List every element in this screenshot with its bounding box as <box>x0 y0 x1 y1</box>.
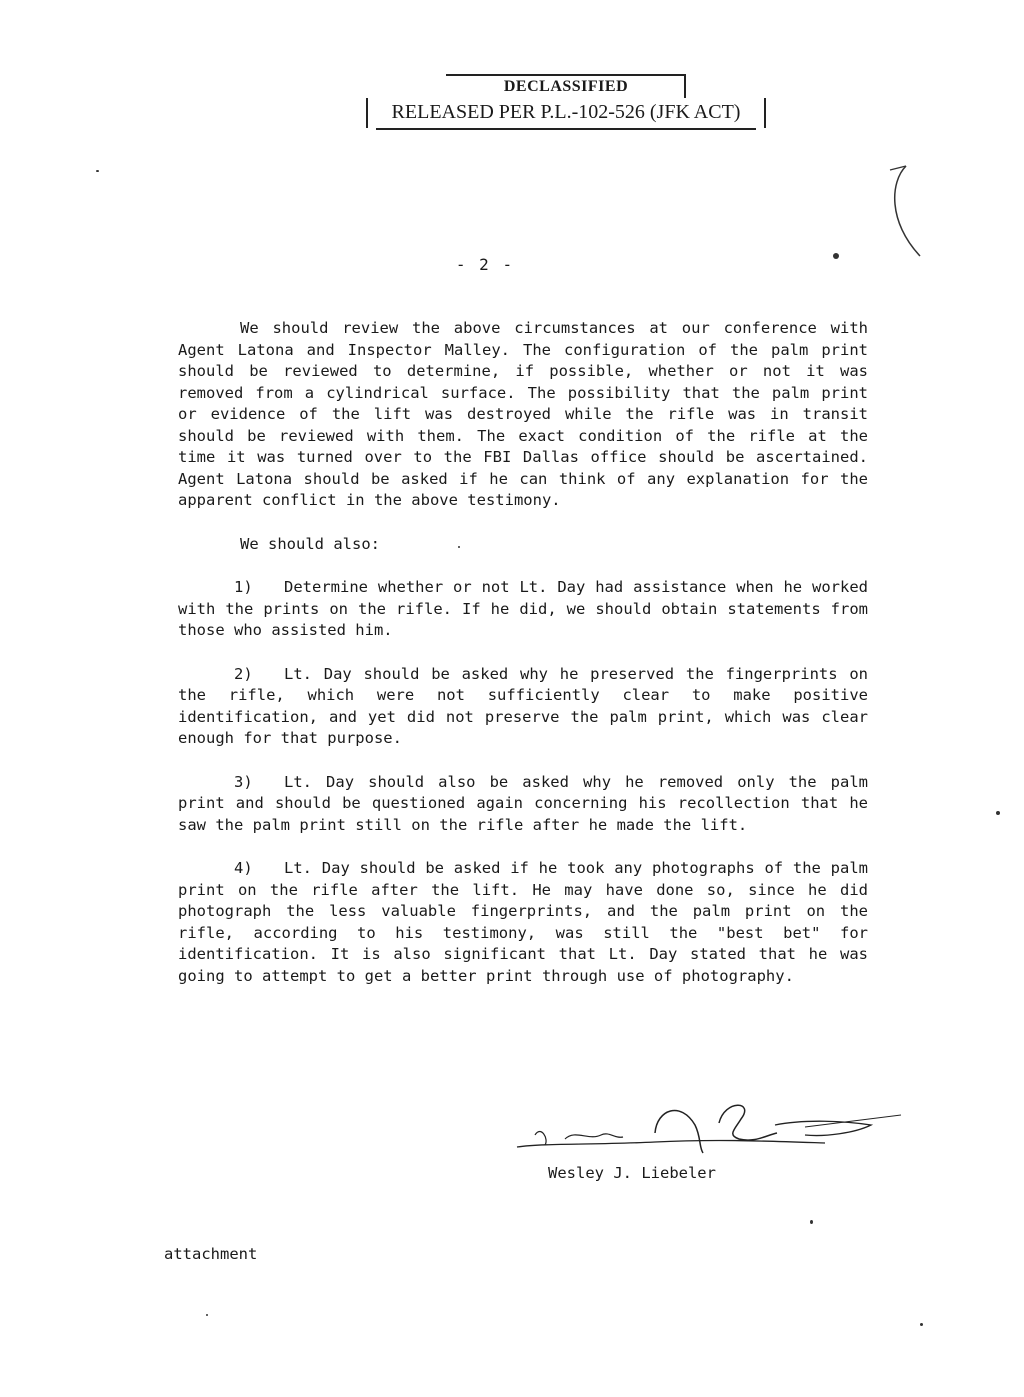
scan-speck <box>920 1323 923 1326</box>
scan-speck <box>458 546 460 548</box>
list-item <box>178 577 868 642</box>
memo-body <box>178 318 868 987</box>
list-item-number: 2) <box>234 664 253 683</box>
list-item-text <box>178 577 868 642</box>
scan-speck <box>206 1314 208 1316</box>
stamp-declassified-text: DECLASSIFIED <box>503 78 629 95</box>
list-item-text <box>178 772 868 837</box>
also-intro: We should also: <box>240 534 380 553</box>
list-item-number: 4) <box>234 859 253 877</box>
list-item <box>178 858 868 987</box>
page-number: - 2 - <box>455 255 515 274</box>
list-item-number: 3) <box>234 772 253 791</box>
list-item <box>178 664 868 750</box>
stamp-top-rule <box>446 74 686 76</box>
list-item-body: Determine whether or not Lt. Day had assistance when he worked with the prints on the rifle. If he did, we should obtain statements from those who assisted him. <box>178 578 868 639</box>
signer-name: Wesley J. Liebeler <box>548 1164 716 1182</box>
stamp-released-text: RELEASED PER P.L.-102-526 (JFK ACT) <box>366 98 766 128</box>
declassified-stamp <box>366 70 766 130</box>
scan-speck <box>96 170 99 172</box>
scan-speck <box>833 253 839 259</box>
scan-speck <box>996 811 1000 815</box>
signature-scribble <box>505 1095 905 1165</box>
handwritten-signature <box>505 1095 905 1165</box>
list-item-text <box>178 858 868 987</box>
scan-speck <box>810 1220 813 1224</box>
list-item-body: Lt. Day should be asked if he took any photographs of the palm print on the rifle after the lift. He may have done so, since he did photograph the less valuable fingerprints, and the palm print on the rifle, according to his testimony, was still the "best bet" for identification. It is also significant that Lt. Day stated that he was going to attempt to get a better print through use of photography. <box>178 859 868 985</box>
stamp-bottom-rule <box>376 128 756 130</box>
list-item <box>178 772 868 837</box>
attachment-note: attachment <box>164 1245 258 1263</box>
list-item-number: 1) <box>234 578 253 596</box>
list-item-body: Lt. Day should be asked why he preserved the fingerprints on the rifle, which were not sufficiently clear to make positive identification, and yet did not preserve the palm print, which was clear enough for that purpose. <box>178 664 868 747</box>
paragraph-review: We should review the above circumstances at our conference with Agent Latona and Inspector Malley. The configuration of the palm print should be reviewed to determine, if possible, whether or not it was removed from a cylindrical surface. The possibility that the palm print or evidence of the lift was destroyed while the rifle was in transit should be reviewed with them. The exact condition of the rifle at the time it was turned over to the FBI Dallas office should be ascertained. Agent Latona should be asked if he can think of any explanation for the apparent conflict in the above testimony. <box>178 319 868 509</box>
margin-bracket-mark <box>884 162 924 262</box>
list-item-body: Lt. Day should also be asked why he removed only the palm print and should be questioned again concerning his recollection that he saw the palm print still on the rifle after he made the lift. <box>178 772 868 834</box>
list-item-text <box>178 664 868 750</box>
